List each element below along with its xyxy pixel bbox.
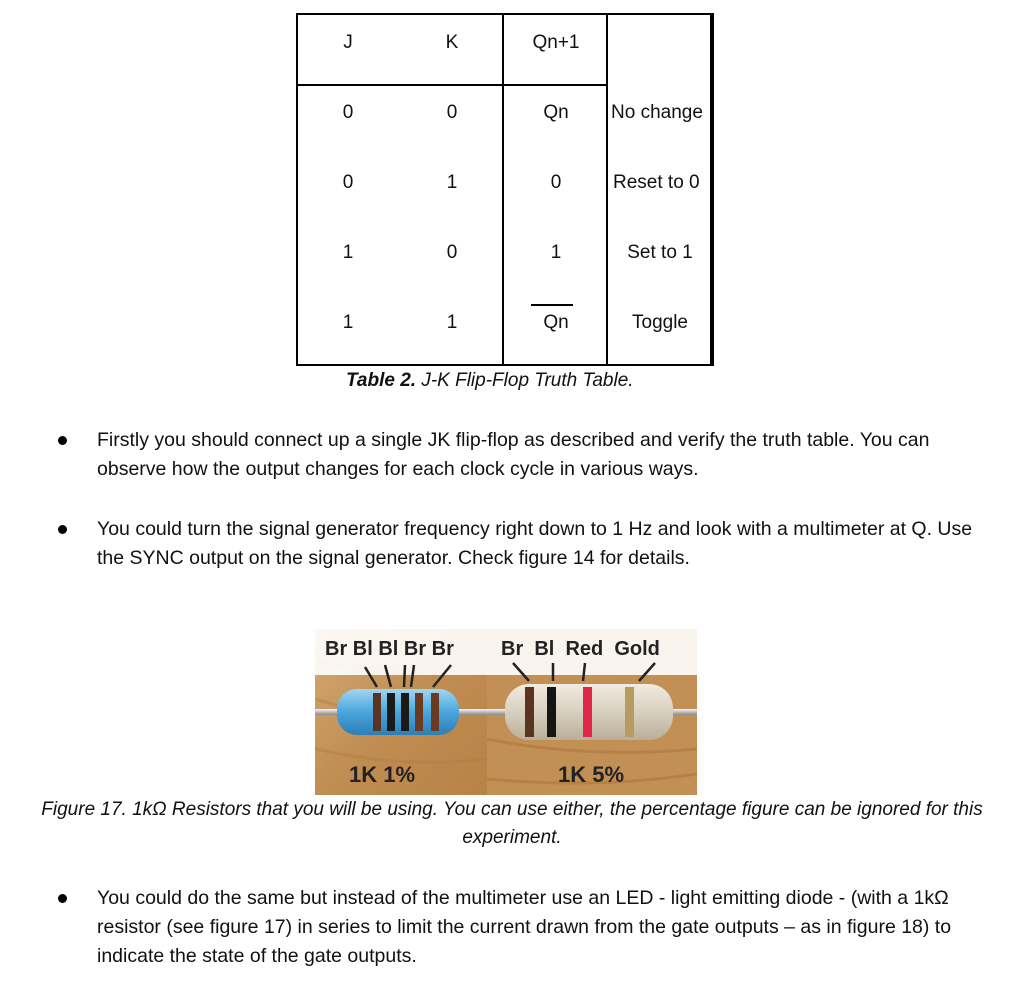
- row3-q: 1: [550, 242, 562, 263]
- table-caption-label: Table 2.: [346, 370, 417, 391]
- header-k: K: [445, 32, 459, 53]
- table-caption-text: J-K Flip-Flop Truth Table.: [416, 370, 634, 391]
- table-caption: [346, 370, 634, 392]
- row1-k: 0: [446, 102, 458, 123]
- band-brown-3: [431, 693, 439, 731]
- band-brown: [525, 687, 534, 737]
- row3-j: 1: [342, 242, 354, 263]
- row3-desc: Set to 1: [627, 242, 693, 263]
- row2-k: 1: [446, 172, 458, 193]
- left-band-label: Br Bl Bl Br Br: [325, 638, 454, 660]
- bullet-dot: [58, 894, 67, 903]
- row1-desc: No change: [611, 102, 703, 123]
- paragraph-bullet-2: You could turn the signal generator frequency right down to 1 Hz and look with a multimeter at Q. Use the SYNC output on the signal generator. Check figure 14 for details.: [97, 518, 973, 569]
- band-black-2: [401, 693, 409, 731]
- band-brown-2: [415, 693, 423, 731]
- row2-j: 0: [342, 172, 354, 193]
- paragraph-bullet-3: You could do the same but instead of the multimeter use an LED - light emitting diode - (with a 1kΩ resistor (see figure 17) in series to limit the current drawn from the gate outputs – as in figure 18) to indicate the state of the gate outputs.: [97, 887, 952, 967]
- band-red: [583, 687, 592, 737]
- bullet-dot: [58, 436, 67, 445]
- left-value-label: 1K 1%: [349, 762, 416, 787]
- row2-desc: Reset to 0: [613, 172, 700, 193]
- row3-k: 0: [446, 242, 458, 263]
- right-value-label: 1K 5%: [558, 762, 625, 787]
- figure-caption: Figure 17. 1kΩ Resistors that you will be using. You can use either, the percentage figure can be ignored for this experiment.: [41, 799, 983, 848]
- blue-resistor-body: [337, 689, 459, 735]
- paragraph-bullet-1: Firstly you should connect up a single JK flip-flop as described and verify the truth table. You can observe how the output changes for each clock cycle in various ways.: [97, 429, 930, 480]
- row4-j: 1: [342, 312, 354, 333]
- row1-q: Qn: [543, 102, 569, 123]
- right-band-label: Br Bl Red Gold: [501, 638, 660, 660]
- band-black: [547, 687, 556, 737]
- row2-q: 0: [550, 172, 562, 193]
- row1-j: 0: [342, 102, 354, 123]
- band-gold: [625, 687, 634, 737]
- header-j: J: [343, 32, 353, 53]
- resistor-illustration: [315, 629, 697, 795]
- band-black-1: [387, 693, 395, 731]
- header-qn1: Qn+1: [532, 32, 580, 53]
- row4-q-overbar: Qn: [543, 312, 569, 333]
- bullet-dot: [58, 525, 67, 534]
- row4-desc: Toggle: [632, 312, 688, 333]
- overbar-line: [531, 304, 573, 306]
- truth-table: [296, 13, 714, 366]
- band-brown-1: [373, 693, 381, 731]
- resistor-photo: [315, 629, 697, 795]
- row4-k: 1: [446, 312, 458, 333]
